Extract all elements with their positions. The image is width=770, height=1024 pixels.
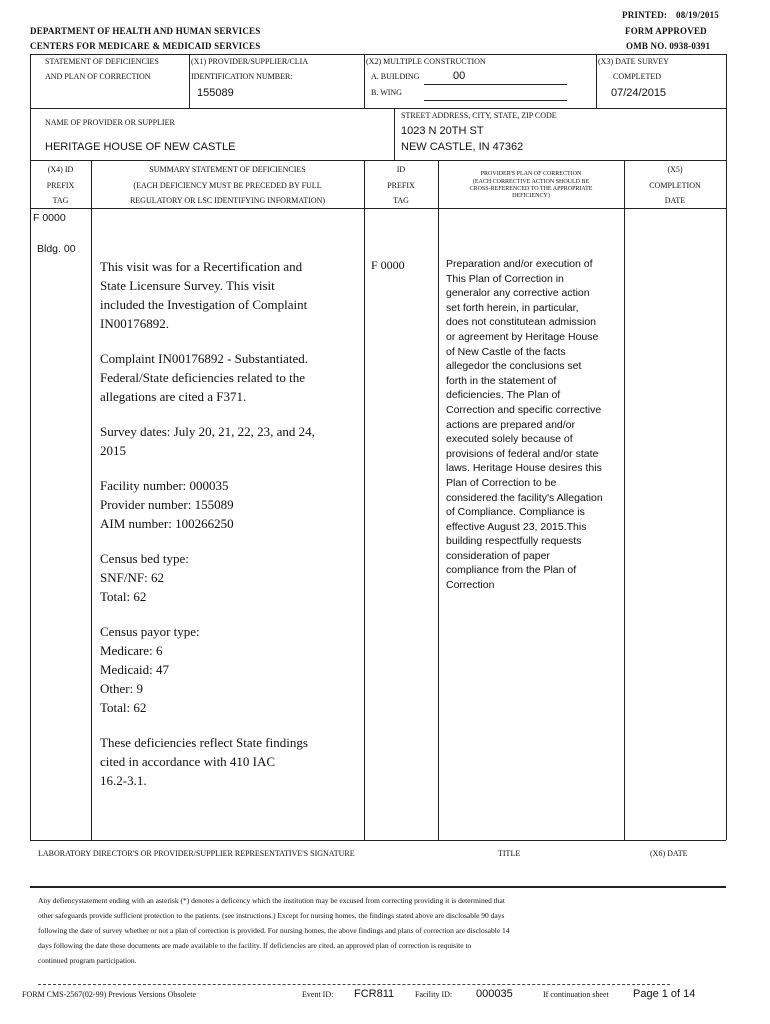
plan-of-correction: Preparation and/or execution of This Plan of Correction in generalor any corrective action set forth herein, in particular, does not constitutean admission or agreement by Heritage House of New Castle of the facts allegedor the conclusions set forth in the statement of deficiencies. The Plan of Correction and specific corrective actions are prepared and/or executed solely because of provisions of federal and/or state laws. Heritage House desires this Plan of Correction to be considered the facility's Allegation of Compliance. Compliance is effective August 23, 2015.This building respectfully requests consideration of paper compliance from the Plan of Correction [446, 258, 603, 592]
x1-label-1: (X1) PROVIDER/SUPPLIER/CLIA [191, 57, 309, 66]
summary-header-2: (EACH DEFICIENCY MUST BE PRECEDED BY FULL [133, 181, 322, 190]
printed-date: 08/19/2015 [676, 10, 720, 20]
continuation-label: If continuation sheet [543, 990, 609, 999]
provider-name-label: NAME OF PROVIDER OR SUPPLIER [45, 118, 175, 127]
left-prefix-tag: F 0000 [33, 212, 66, 224]
summary-header-1: SUMMARY STATEMENT OF DEFICIENCIES [149, 165, 306, 174]
x1-label-2: IDENTIFICATION NUMBER: [191, 72, 293, 81]
x6-date-label: (X6) DATE [650, 849, 688, 858]
survey-completed-date: 07/24/2015 [611, 87, 667, 99]
summary-paragraph: Census payor type: Medicare: 6 Medicaid: 47 Other: 9 Total: 62 [100, 624, 200, 715]
facility-id-value: 000035 [476, 988, 513, 1000]
x5-header-2: COMPLETION [649, 181, 701, 190]
event-id-value: FCR811 [354, 988, 395, 1000]
facility-id-label: Facility ID: [415, 990, 453, 999]
summary-paragraph: Facility number: 000035 Provider number: 155089 AIM number: 100266250 [100, 478, 234, 531]
poc-header-1: PROVIDER'S PLAN OF CORRECTION [480, 171, 582, 177]
summary-paragraph: Complaint IN00176892 - Substantiated. Federal/State deficiencies related to the allegations are cited a F371. [100, 351, 308, 404]
address-line-2: NEW CASTLE, IN 47362 [401, 141, 524, 153]
poc-header-3: CROSS-REFERENCED TO THE APPROPRIATE [469, 186, 593, 192]
building-tag: Bldg. 00 [37, 243, 76, 255]
statement-label-1: STATEMENT OF DEFICIENCIES [45, 57, 159, 66]
centers-name: CENTERS FOR MEDICARE & MEDICAID SERVICES [30, 41, 261, 51]
summary-paragraph: These deficiencies reflect State findings cited in accordance with 410 IAC 16.2-3.1. [100, 735, 308, 788]
building-value: 00 [453, 70, 466, 82]
page-number: Page 1 of 14 [633, 988, 696, 1000]
poc-header-4: DEFICIENCY) [512, 193, 550, 199]
summary-paragraph: Survey dates: July 20, 21, 22, 23, and 24, 2015 [100, 424, 315, 458]
provider-name: HERITAGE HOUSE OF NEW CASTLE [45, 141, 236, 153]
provider-id-number: 155089 [197, 87, 234, 99]
address-line-1: 1023 N 20TH ST [401, 125, 484, 137]
x3-label-1: (X3) DATE SURVEY [598, 57, 669, 66]
x5-header-1: (X5) [667, 165, 683, 174]
right-prefix-tag: F 0000 [371, 258, 405, 272]
x2-label: (X2) MULTIPLE CONSTRUCTION [366, 57, 486, 66]
id-header-2: PREFIX [387, 181, 415, 190]
building-label: A. BUILDING [371, 72, 420, 81]
poc-header-2: (EACH CORRECTIVE ACTION SHOULD BE [472, 179, 590, 185]
signature-label: LABORATORY DIRECTOR'S OR PROVIDER/SUPPLIER REPRESENTATIVE'S SIGNATURE [38, 849, 355, 858]
title-label: TITLE [498, 849, 521, 858]
summary-statement [100, 257, 362, 806]
statement-label-2: AND PLAN OF CORRECTION [45, 72, 151, 81]
id-header-3: TAG [393, 196, 409, 205]
summary-header-3: REGULATORY OR LSC IDENTIFYING INFORMATION) [129, 196, 326, 205]
printed-label: PRINTED: [622, 10, 668, 20]
disclaimer-text: Any defiencystatement ending with an asterisk (*) denotes a deficency which the institution may be excused from correcting providing it is determined that other safeguards provide sufficient protection to the patients. (see instructions.) Except for nursing homes, the findings stated above are disclosable 90 days following the date of survey whether or not a plan of correction is provided. For nursing homes, the above findings and plans of correction are disclosable 14 days following the date these documents are made available to the facility. If deficiencies are cited, an approved plan of correction is requisite to continued program participation. [38, 896, 510, 965]
wing-label: B. WING [371, 88, 402, 97]
id-header-1: ID [396, 165, 406, 174]
form-approved: FORM APPROVED [625, 26, 707, 36]
summary-paragraph: Census bed type: SNF/NF: 62 Total: 62 [100, 551, 189, 604]
x4-header-3: TAG [52, 196, 69, 205]
x4-header-2: PREFIX [46, 181, 75, 190]
omb-number: OMB NO. 0938-0391 [626, 41, 711, 51]
x5-header-3: DATE [664, 196, 686, 205]
department-name: DEPARTMENT OF HEALTH AND HUMAN SERVICES [30, 26, 261, 36]
x3-label-2: COMPLETED [613, 72, 661, 81]
x4-header-1: (X4) ID [47, 165, 74, 174]
summary-paragraph: This visit was for a Recertification and State Licensure Survey. This visit included the Investigation of Complaint IN00176892. [100, 259, 308, 331]
address-label: STREET ADDRESS, CITY, STATE, ZIP CODE [401, 111, 557, 120]
event-id-label: Event ID: [302, 990, 334, 999]
form-number: FORM CMS-2567(02-99) Previous Versions Obsolete [22, 990, 197, 999]
